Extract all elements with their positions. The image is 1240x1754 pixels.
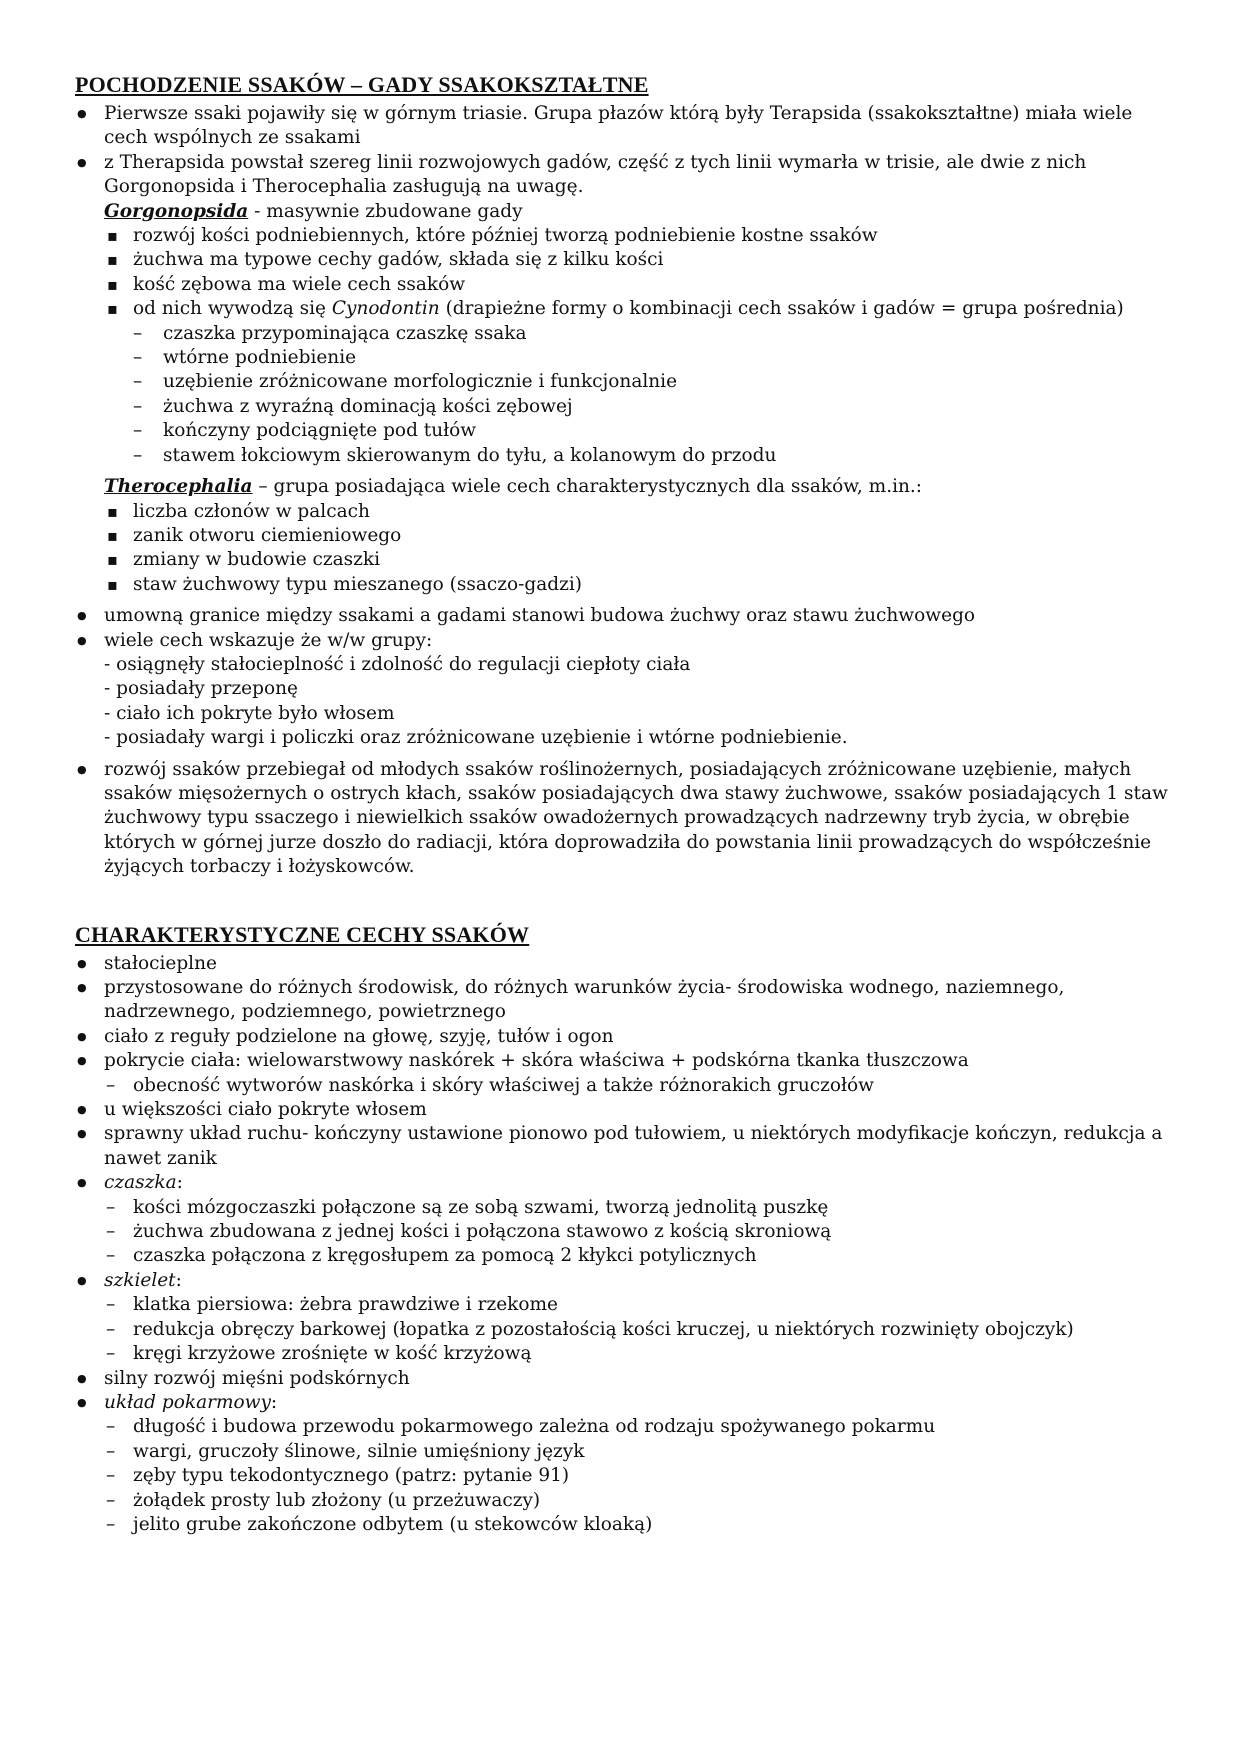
list-item: – czaszka połączona z kręgosłupem za pomocą 2 kłykci potylicznych: [104, 1244, 1175, 1268]
list-item: – redukcja obręczy barkowej (łopatka z pozostałością kości kruczej, u niektórych rozwinięty obojczyk): [104, 1318, 1175, 1342]
list-item: – czaszka przypominająca czaszkę ssaka: [104, 322, 1175, 346]
list-item: – obecność wytworów naskórka i skóry właściwej a także różnorakich gruczołów: [104, 1074, 1175, 1098]
list-item: ● pokrycie ciała: wielowarstwowy naskórek + skóra właściwa + podskórna tkanka tłuszczowa – obecność wytworów naskórka i skóry właściwej a także różnorakich gruczołów: [75, 1049, 1175, 1098]
list-item: ▪ rozwój kości podniebiennych, które później tworzą podniebienie kostne ssaków: [104, 224, 1175, 248]
sub-item: - ciało ich pokryte było włosem: [104, 702, 395, 724]
cynodontin-list: [104, 322, 1175, 468]
list-item: ● Pierwsze ssaki pojawiły się w górnym triasie. Grupa płazów którą były Terapsida (ssakokształtne) miała wiele cech wspólnych ze ssakami: [75, 102, 1175, 151]
list-item: – kręgi krzyżowe zrośnięte w kość krzyżową: [104, 1342, 1175, 1366]
list-item: – żuchwa zbudowana z jednej kości i połączona stawowo z kością skroniową: [104, 1220, 1175, 1244]
list-item: ● silny rozwój mięśni podskórnych: [75, 1367, 1175, 1391]
document-page: [75, 72, 1175, 1537]
section-title-features: CHARAKTERYSTYCZNE CECHY SSAKÓW: [75, 921, 530, 947]
list-item: – długość i budowa przewodu pokarmowego zależna od rodzaju spożywanego pokarmu: [104, 1415, 1175, 1439]
list-item: ● rozwój ssaków przebiegał od młodych ssaków roślinożernych, posiadających zróżnicowane uzębienie, małych ssaków mięsożernych o ostrych kłach, ssaków posiadających dwa stawy żuchwowe, ssaków posiadających 1 staw żuchwowy typu ssaczego i niewielkich ssaków owadożernych prowadzących nadrzewny tryb życia, w obrębie których w górnej jurze doszło do radiacji, która doprowadziła do powstania linii prowadzących do współcześnie żyjących torbaczy i łożyskowców.: [75, 758, 1175, 880]
section-title-origin: POCHODZENIE SSAKÓW – GADY SSAKOKSZTAŁTNE: [75, 72, 649, 97]
list-item: – klatka piersiowa: żebra prawdziwe i rzekome: [104, 1293, 1175, 1317]
list-item: ● u większości ciało pokryte włosem: [75, 1098, 1175, 1122]
list-item: – żołądek prosty lub złożony (u przeżuwaczy): [104, 1489, 1175, 1513]
gorgonopsida-heading: Gorgonopsida - masywnie zbudowane gady: [104, 200, 523, 222]
label-czaszka: czaszka: [104, 1172, 177, 1194]
therocephalia-heading: Therocephalia – grupa posiadająca wiele cech charakterystycznych dla ssaków, m.in.:: [104, 476, 923, 498]
list-item: ● układ pokarmowy: – długość i budowa przewodu pokarmowego zależna od rodzaju spożywanego pokarmu – wargi, gruczoły ślinowe, silnie umięśniony język – zęby typu tekodontycznego (patrz: pytanie 91) – żołądek prosty lub złożony (u przeżuwaczy) – jelito grube zakończone odbytem (u stekowców kloaką): [75, 1391, 1175, 1537]
list-item: ● umowną granice między ssakami a gadami stanowi budowa żuchwy oraz stawu żuchwowego: [75, 604, 1175, 628]
list-item: – wtórne podniebienie: [104, 346, 1175, 370]
list-item: – kończyny podciągnięte pod tułów: [104, 419, 1175, 443]
sub-item: - osiągnęły stałocieplność i zdolność do regulacji ciepłoty ciała: [104, 653, 691, 675]
list-item: – uzębienie zróżnicowane morfologicznie i funkcjonalnie: [104, 370, 1175, 394]
therocephalia-list: [104, 500, 1175, 598]
list-item: ● przystosowane do różnych środowisk, do różnych warunków życia- środowiska wodnego, naziemnego, nadrzewnego, podziemnego, powietrznego: [75, 976, 1175, 1025]
list-item: ▪ zmiany w budowie czaszki: [104, 548, 1175, 572]
list-item: – wargi, gruczoły ślinowe, silnie umięśniony język: [104, 1440, 1175, 1464]
list-item: – jelito grube zakończone odbytem (u stekowców kloaką): [104, 1513, 1175, 1537]
list-item: – kości mózgoczaszki połączone są ze sobą szwami, tworzą jednolitą puszkę: [104, 1196, 1175, 1220]
term-gorgonopsida: Gorgonopsida: [104, 200, 249, 222]
list-item: ▪ od nich wywodzą się Cynodontin (drapieżne formy o kombinacji cech ssaków i gadów = grupa pośrednia): [104, 297, 1175, 321]
list-item: ● stałocieplne: [75, 952, 1175, 976]
list-item: – zęby typu tekodontycznego (patrz: pytanie 91): [104, 1464, 1175, 1488]
term-therocephalia: Therocephalia: [104, 476, 253, 498]
list-item: – żuchwa z wyraźną dominacją kości zębowej: [104, 395, 1175, 419]
sub-item: - posiadały wargi i policzki oraz zróżnicowane uzębienie i wtórne podniebienie.: [104, 727, 848, 749]
label-szkielet: szkielet: [104, 1269, 176, 1291]
list-item: ▪ staw żuchwowy typu mieszanego (ssaczo-gadzi): [104, 573, 1175, 597]
list-item: ● szkielet: – klatka piersiowa: żebra prawdziwe i rzekome – redukcja obręczy barkowej (łopatka z pozostałością kości kruczej, u niektórych rozwinięty obojczyk) – kręgi krzyżowe zrośnięte w kość krzyżową: [75, 1269, 1175, 1367]
list-item: ▪ zanik otworu ciemieniowego: [104, 524, 1175, 548]
list-item: ▪ liczba członów w palcach: [104, 500, 1175, 524]
gorgonopsida-list: [104, 224, 1175, 322]
list-item: ● wiele cech wskazuje że w/w grupy: - osiągnęły stałocieplność i zdolność do regulacji ciepłoty ciała - posiadały przeponę - ciało ich pokryte było włosem - posiadały wargi i policzki oraz zróżnicowane uzębienie i wtórne podniebienie.: [75, 629, 1175, 751]
list-item: ● sprawny układ ruchu- kończyny ustawione pionowo pod tułowiem, u niektórych modyfikacje kończyn, redukcja a nawet zanik: [75, 1122, 1175, 1171]
label-uklad-pokarmowy: układ pokarmowy: [104, 1391, 271, 1413]
sub-item: - posiadały przeponę: [104, 678, 298, 700]
list-item: – stawem łokciowym skierowanym do tyłu, a kolanowym do przodu: [104, 444, 1175, 468]
list-item: ● ciało z reguły podzielone na głowę, szyję, tułów i ogon: [75, 1025, 1175, 1049]
features-list: [75, 952, 1175, 1538]
features-sublist: [104, 653, 1175, 751]
list-item: ● czaszka: – kości mózgoczaszki połączone są ze sobą szwami, tworzą jednolitą puszkę – żuchwa zbudowana z jednej kości i połączona stawowo z kością skroniową – czaszka połączona z kręgosłupem za pomocą 2 kłykci potylicznych: [75, 1171, 1175, 1269]
list-item: ▪ kość zębowa ma wiele cech ssaków: [104, 273, 1175, 297]
list-item: [75, 151, 1175, 597]
term-cynodontin: Cynodontin: [331, 298, 440, 320]
paragraph-text: z Therapsida powstał szereg linii rozwojowych gadów, część z tych linii wymarła w trisie, ale dwie z nich Gorgonopsida i Therocephalia zasługują na uwagę.: [104, 151, 1087, 198]
list-item: ▪ żuchwa ma typowe cechy gadów, składa się z kilku kości: [104, 248, 1175, 272]
origin-list: [75, 102, 1175, 880]
